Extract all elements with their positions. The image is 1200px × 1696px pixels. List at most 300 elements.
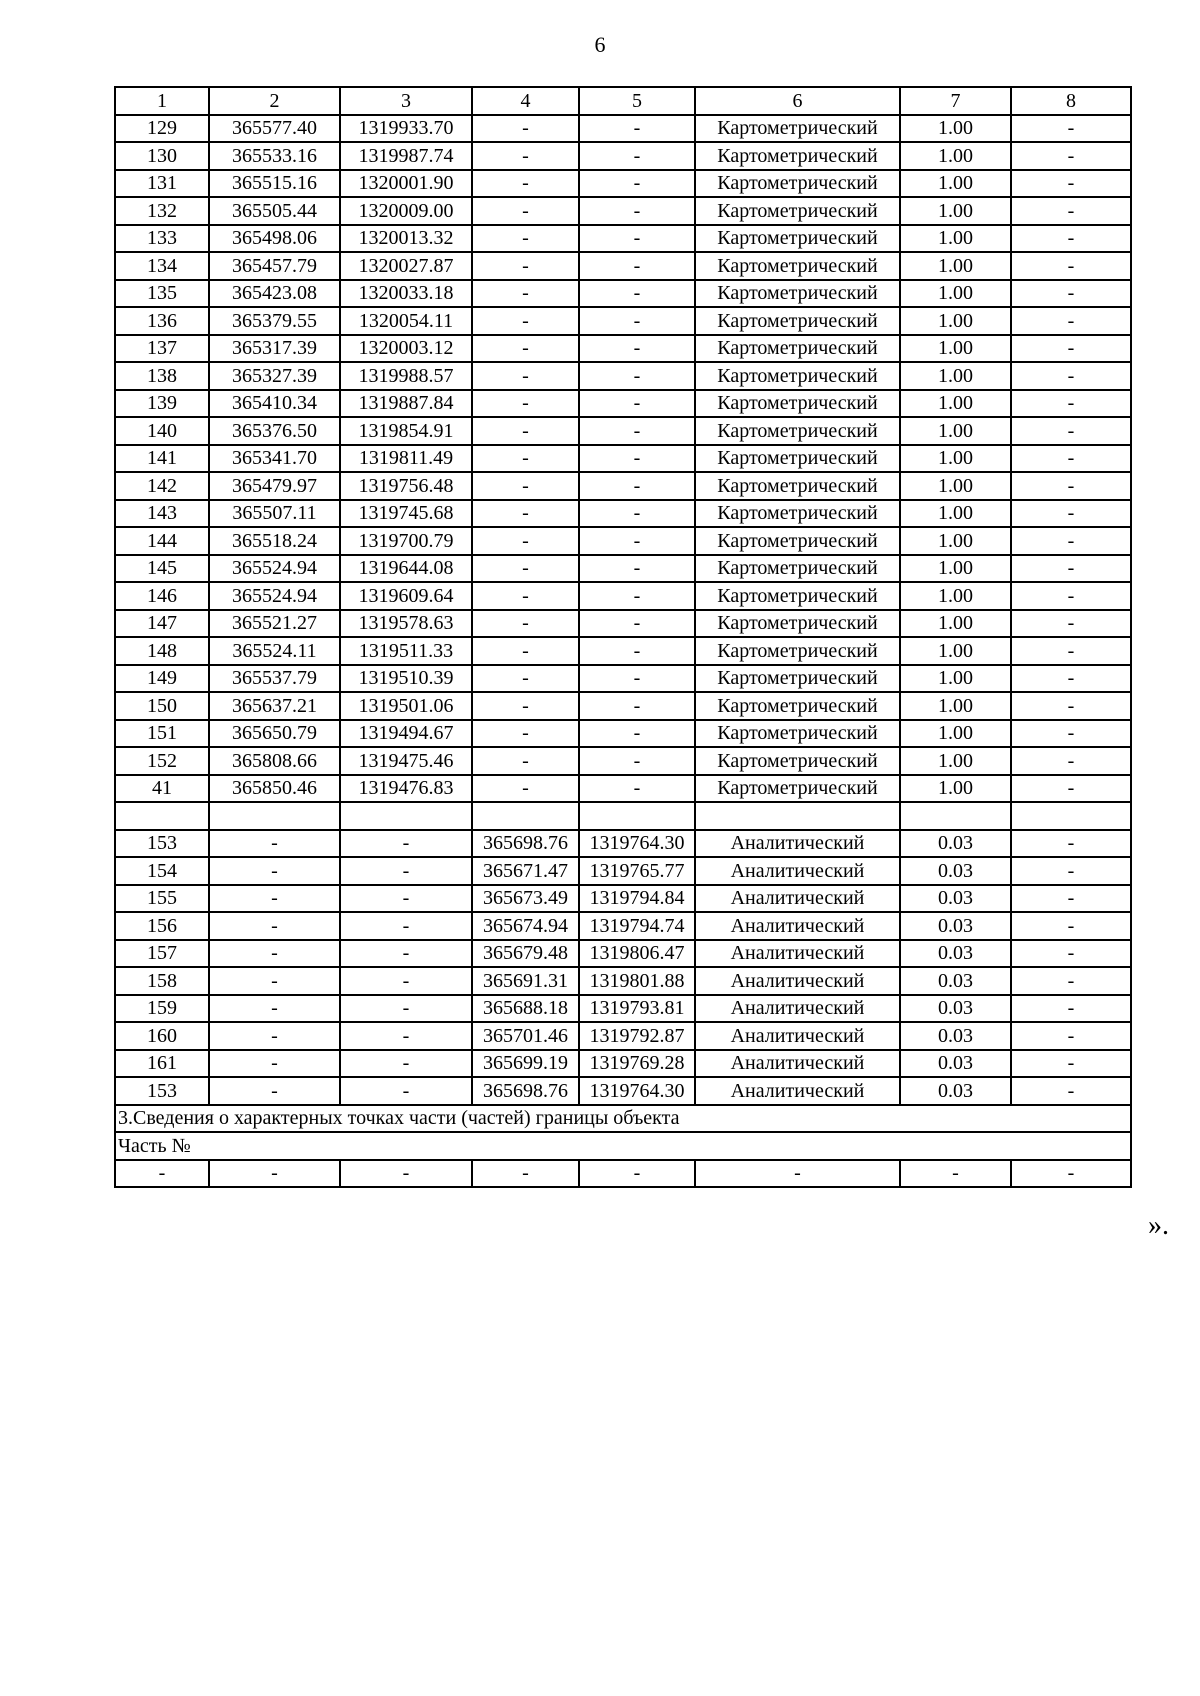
table-cell: - bbox=[1011, 665, 1131, 693]
table-cell: 1.00 bbox=[900, 362, 1011, 390]
table-cell: - bbox=[579, 637, 695, 665]
table-cell: - bbox=[1011, 940, 1131, 968]
table-cell: Картометрический bbox=[695, 720, 900, 748]
table-cell: 7 bbox=[900, 87, 1011, 115]
table-cell: 0.03 bbox=[900, 857, 1011, 885]
table-cell: 365376.50 bbox=[209, 417, 340, 445]
table-row bbox=[115, 170, 1131, 198]
table-cell: 365317.39 bbox=[209, 335, 340, 363]
table-row bbox=[115, 885, 1131, 913]
table-cell: - bbox=[579, 610, 695, 638]
table-cell: - bbox=[1011, 170, 1131, 198]
table-cell: 365521.27 bbox=[209, 610, 340, 638]
table-cell: 365524.11 bbox=[209, 637, 340, 665]
table-cell: 365577.40 bbox=[209, 115, 340, 143]
table-cell: - bbox=[472, 335, 579, 363]
table-cell: - bbox=[579, 417, 695, 445]
table-cell: - bbox=[579, 1160, 695, 1188]
table-cell: - bbox=[472, 472, 579, 500]
table-cell: 1320027.87 bbox=[340, 252, 472, 280]
table-cell: 160 bbox=[115, 1022, 209, 1050]
table-cell: - bbox=[579, 307, 695, 335]
table-cell: - bbox=[472, 582, 579, 610]
table-cell: 1.00 bbox=[900, 390, 1011, 418]
table-row bbox=[115, 1050, 1131, 1078]
table-cell: - bbox=[1011, 225, 1131, 253]
table-row bbox=[115, 142, 1131, 170]
table-row bbox=[115, 995, 1131, 1023]
table-cell: Картометрический bbox=[695, 225, 900, 253]
table-row bbox=[115, 1160, 1131, 1188]
table-row bbox=[115, 390, 1131, 418]
table-row bbox=[115, 637, 1131, 665]
table-cell: 365341.70 bbox=[209, 445, 340, 473]
table-cell: - bbox=[1011, 582, 1131, 610]
table-cell: 365505.44 bbox=[209, 197, 340, 225]
table-cell: 1.00 bbox=[900, 582, 1011, 610]
table-cell: Картометрический bbox=[695, 252, 900, 280]
table-cell: 1.00 bbox=[900, 500, 1011, 528]
table-cell: 1320009.00 bbox=[340, 197, 472, 225]
table-cell: 365701.46 bbox=[472, 1022, 579, 1050]
table-cell: 150 bbox=[115, 692, 209, 720]
table-cell: - bbox=[1011, 1022, 1131, 1050]
table-row bbox=[115, 802, 1131, 830]
table-cell: - bbox=[340, 830, 472, 858]
table-cell: - bbox=[1011, 307, 1131, 335]
table-cell: 135 bbox=[115, 280, 209, 308]
table-cell: 139 bbox=[115, 390, 209, 418]
table-cell: 1319854.91 bbox=[340, 417, 472, 445]
table-cell bbox=[472, 802, 579, 830]
table-cell: 143 bbox=[115, 500, 209, 528]
table-cell: Аналитический bbox=[695, 885, 900, 913]
table-cell: - bbox=[209, 940, 340, 968]
table-row bbox=[115, 1077, 1131, 1105]
table-cell: 1320001.90 bbox=[340, 170, 472, 198]
table-row bbox=[115, 252, 1131, 280]
table-cell: - bbox=[1011, 197, 1131, 225]
table-cell: - bbox=[472, 610, 579, 638]
table-cell: 365850.46 bbox=[209, 775, 340, 803]
table-cell: - bbox=[472, 775, 579, 803]
table-row bbox=[115, 445, 1131, 473]
table-cell: 156 bbox=[115, 912, 209, 940]
table-cell: - bbox=[579, 390, 695, 418]
table-cell: 1319644.08 bbox=[340, 555, 472, 583]
page-number: 6 bbox=[594, 32, 606, 57]
table-row bbox=[115, 115, 1131, 143]
table-cell: 365524.94 bbox=[209, 555, 340, 583]
table-cell: 0.03 bbox=[900, 1022, 1011, 1050]
table-cell: 144 bbox=[115, 527, 209, 555]
table-cell: - bbox=[1011, 1050, 1131, 1078]
table-cell: 1.00 bbox=[900, 307, 1011, 335]
table-cell: - bbox=[209, 1077, 340, 1105]
table-cell: 1.00 bbox=[900, 527, 1011, 555]
table-cell: 136 bbox=[115, 307, 209, 335]
table-cell: 5 bbox=[579, 87, 695, 115]
table-cell: - bbox=[579, 775, 695, 803]
table-cell: Аналитический bbox=[695, 1077, 900, 1105]
table-cell: - bbox=[579, 170, 695, 198]
table-cell: 149 bbox=[115, 665, 209, 693]
part-label-row bbox=[115, 1132, 1131, 1160]
table-cell: 365699.19 bbox=[472, 1050, 579, 1078]
table-cell: - bbox=[340, 912, 472, 940]
table-cell: - bbox=[209, 1050, 340, 1078]
table-cell: Картометрический bbox=[695, 280, 900, 308]
table-cell: 1.00 bbox=[900, 252, 1011, 280]
table-cell: - bbox=[1011, 115, 1131, 143]
table-cell: - bbox=[340, 995, 472, 1023]
table-cell: 0.03 bbox=[900, 1050, 1011, 1078]
table-row bbox=[115, 582, 1131, 610]
table-cell: Картометрический bbox=[695, 362, 900, 390]
table-cell: - bbox=[340, 940, 472, 968]
table-cell: 365423.08 bbox=[209, 280, 340, 308]
table-cell: Картометрический bbox=[695, 527, 900, 555]
table-cell: - bbox=[579, 362, 695, 390]
table-cell: Картометрический bbox=[695, 500, 900, 528]
table-cell: 6 bbox=[695, 87, 900, 115]
table-cell: 365533.16 bbox=[209, 142, 340, 170]
table-cell: - bbox=[579, 142, 695, 170]
table-cell: 1320013.32 bbox=[340, 225, 472, 253]
table-row bbox=[115, 1022, 1131, 1050]
table-cell: Аналитический bbox=[695, 857, 900, 885]
table-cell: - bbox=[472, 417, 579, 445]
table-cell: - bbox=[1011, 417, 1131, 445]
table-cell: - bbox=[695, 1160, 900, 1188]
table-cell: - bbox=[1011, 142, 1131, 170]
table-cell: - bbox=[340, 857, 472, 885]
table-cell: - bbox=[472, 445, 579, 473]
table-cell: 365691.31 bbox=[472, 967, 579, 995]
table-row bbox=[115, 912, 1131, 940]
table-row bbox=[115, 692, 1131, 720]
table-cell: - bbox=[579, 527, 695, 555]
part-label-row-text: Часть № bbox=[115, 1132, 1131, 1160]
table-cell: - bbox=[472, 665, 579, 693]
table-cell: Аналитический bbox=[695, 1050, 900, 1078]
table-cell: - bbox=[579, 555, 695, 583]
table-cell: Картометрический bbox=[695, 197, 900, 225]
table-cell: 1319988.57 bbox=[340, 362, 472, 390]
table-cell bbox=[1011, 802, 1131, 830]
table-cell: - bbox=[1011, 775, 1131, 803]
table-cell: 1 bbox=[115, 87, 209, 115]
table-cell: 146 bbox=[115, 582, 209, 610]
table-cell: - bbox=[579, 115, 695, 143]
table-cell: 365674.94 bbox=[472, 912, 579, 940]
table-cell: Картометрический bbox=[695, 582, 900, 610]
table-cell: 365808.66 bbox=[209, 747, 340, 775]
table-cell: - bbox=[209, 1022, 340, 1050]
table-cell: - bbox=[1011, 500, 1131, 528]
table-cell: - bbox=[340, 1160, 472, 1188]
table-cell: - bbox=[472, 362, 579, 390]
table-cell: 1320033.18 bbox=[340, 280, 472, 308]
table-cell: - bbox=[579, 747, 695, 775]
table-cell: 1319511.33 bbox=[340, 637, 472, 665]
table-cell: 161 bbox=[115, 1050, 209, 1078]
table-cell: Аналитический bbox=[695, 940, 900, 968]
table-cell: - bbox=[472, 252, 579, 280]
table-row bbox=[115, 472, 1131, 500]
table-cell: - bbox=[579, 582, 695, 610]
table-row bbox=[115, 720, 1131, 748]
table-cell bbox=[579, 802, 695, 830]
table-cell: - bbox=[472, 692, 579, 720]
table-cell: 1.00 bbox=[900, 115, 1011, 143]
table-cell: Картометрический bbox=[695, 115, 900, 143]
table-cell: - bbox=[1011, 912, 1131, 940]
table-cell: 1.00 bbox=[900, 665, 1011, 693]
table-row bbox=[115, 555, 1131, 583]
table-cell: Картометрический bbox=[695, 555, 900, 583]
table-cell: 1.00 bbox=[900, 472, 1011, 500]
table-cell: Картометрический bbox=[695, 390, 900, 418]
table-cell: 1320054.11 bbox=[340, 307, 472, 335]
table-cell: 1319769.28 bbox=[579, 1050, 695, 1078]
table-cell: - bbox=[1011, 747, 1131, 775]
table-row bbox=[115, 225, 1131, 253]
table-cell: - bbox=[1011, 362, 1131, 390]
table-cell: 365637.21 bbox=[209, 692, 340, 720]
table-cell: - bbox=[1011, 1160, 1131, 1188]
table-cell: 3 bbox=[340, 87, 472, 115]
table-cell: 1.00 bbox=[900, 417, 1011, 445]
table-cell: - bbox=[1011, 720, 1131, 748]
table-cell: 1319811.49 bbox=[340, 445, 472, 473]
table-cell: 0.03 bbox=[900, 1077, 1011, 1105]
table-cell: 1319764.30 bbox=[579, 1077, 695, 1105]
table-cell: 1.00 bbox=[900, 335, 1011, 363]
table-cell: 1.00 bbox=[900, 637, 1011, 665]
table-cell: - bbox=[340, 967, 472, 995]
table-cell: - bbox=[209, 967, 340, 995]
table-cell: 1.00 bbox=[900, 555, 1011, 583]
table-cell: - bbox=[579, 197, 695, 225]
table-cell: 365410.34 bbox=[209, 390, 340, 418]
table-cell: Аналитический bbox=[695, 912, 900, 940]
table-cell: - bbox=[209, 885, 340, 913]
table-cell: 141 bbox=[115, 445, 209, 473]
table-row bbox=[115, 857, 1131, 885]
table-cell: - bbox=[579, 665, 695, 693]
table-cell: 0.03 bbox=[900, 885, 1011, 913]
table-cell: 2 bbox=[209, 87, 340, 115]
table-cell: - bbox=[472, 637, 579, 665]
table-cell: 365671.47 bbox=[472, 857, 579, 885]
table-cell: 155 bbox=[115, 885, 209, 913]
table-cell: - bbox=[1011, 445, 1131, 473]
table-cell: 147 bbox=[115, 610, 209, 638]
table-cell: - bbox=[340, 885, 472, 913]
table-cell: - bbox=[900, 1160, 1011, 1188]
table-cell: 1319765.77 bbox=[579, 857, 695, 885]
table-cell: 0.03 bbox=[900, 940, 1011, 968]
table-cell: - bbox=[472, 197, 579, 225]
table-cell: 130 bbox=[115, 142, 209, 170]
table-cell: 365698.76 bbox=[472, 830, 579, 858]
table-cell: Картометрический bbox=[695, 335, 900, 363]
table-cell: - bbox=[1011, 1077, 1131, 1105]
table-cell: - bbox=[579, 225, 695, 253]
table-cell: - bbox=[1011, 390, 1131, 418]
table-cell: 0.03 bbox=[900, 967, 1011, 995]
table-cell: - bbox=[1011, 995, 1131, 1023]
table-cell: Картометрический bbox=[695, 170, 900, 198]
table-cell: 1319794.84 bbox=[579, 885, 695, 913]
table-row bbox=[115, 280, 1131, 308]
table-cell: - bbox=[472, 390, 579, 418]
table-cell: 365688.18 bbox=[472, 995, 579, 1023]
table-row bbox=[115, 747, 1131, 775]
table-cell: - bbox=[115, 1160, 209, 1188]
table-row bbox=[115, 610, 1131, 638]
table-cell: 1319806.47 bbox=[579, 940, 695, 968]
table-cell: - bbox=[472, 747, 579, 775]
table-cell: 159 bbox=[115, 995, 209, 1023]
table-cell: Картометрический bbox=[695, 472, 900, 500]
table-cell: 140 bbox=[115, 417, 209, 445]
table-cell: - bbox=[579, 500, 695, 528]
table-cell: 1.00 bbox=[900, 142, 1011, 170]
table-cell: 365518.24 bbox=[209, 527, 340, 555]
table-cell: 1319987.74 bbox=[340, 142, 472, 170]
table-cell: 41 bbox=[115, 775, 209, 803]
table-cell: - bbox=[1011, 280, 1131, 308]
table-cell: 1319793.81 bbox=[579, 995, 695, 1023]
table-cell: 1319494.67 bbox=[340, 720, 472, 748]
table-cell: - bbox=[1011, 252, 1131, 280]
table-cell: - bbox=[1011, 692, 1131, 720]
table-cell: 1319609.64 bbox=[340, 582, 472, 610]
table-cell: 365457.79 bbox=[209, 252, 340, 280]
table-cell: 1319801.88 bbox=[579, 967, 695, 995]
table-cell: - bbox=[1011, 885, 1131, 913]
table-cell: 8 bbox=[1011, 87, 1131, 115]
table-cell: Картометрический bbox=[695, 445, 900, 473]
table-cell: - bbox=[340, 1050, 472, 1078]
table-cell: 142 bbox=[115, 472, 209, 500]
table-cell: - bbox=[472, 115, 579, 143]
table-cell: 157 bbox=[115, 940, 209, 968]
table-cell: 1.00 bbox=[900, 747, 1011, 775]
table-cell: Аналитический bbox=[695, 830, 900, 858]
table-cell: - bbox=[472, 555, 579, 583]
table-cell: - bbox=[1011, 857, 1131, 885]
table-header-row bbox=[115, 87, 1131, 115]
table-row bbox=[115, 527, 1131, 555]
table-cell: 1319887.84 bbox=[340, 390, 472, 418]
table-cell bbox=[209, 802, 340, 830]
table-cell: 1.00 bbox=[900, 170, 1011, 198]
table-cell: 1319578.63 bbox=[340, 610, 472, 638]
table-cell: 153 bbox=[115, 830, 209, 858]
table-cell: Картометрический bbox=[695, 307, 900, 335]
table-row bbox=[115, 940, 1131, 968]
table-cell: 137 bbox=[115, 335, 209, 363]
table-cell: - bbox=[209, 912, 340, 940]
table-cell: - bbox=[472, 1160, 579, 1188]
table-cell: 1319756.48 bbox=[340, 472, 472, 500]
table-cell: Аналитический bbox=[695, 1022, 900, 1050]
table-cell: - bbox=[472, 280, 579, 308]
table-cell: 134 bbox=[115, 252, 209, 280]
table-cell: 148 bbox=[115, 637, 209, 665]
table-cell: Картометрический bbox=[695, 637, 900, 665]
table-cell: - bbox=[209, 857, 340, 885]
table-cell: Аналитический bbox=[695, 967, 900, 995]
table-cell: 1319510.39 bbox=[340, 665, 472, 693]
table-cell: 365679.48 bbox=[472, 940, 579, 968]
table-cell: - bbox=[472, 500, 579, 528]
table-cell: - bbox=[1011, 472, 1131, 500]
table-cell: - bbox=[1011, 335, 1131, 363]
table-cell: 365524.94 bbox=[209, 582, 340, 610]
table-cell: Картометрический bbox=[695, 692, 900, 720]
table-row bbox=[115, 665, 1131, 693]
table-cell: - bbox=[340, 1077, 472, 1105]
table-cell: - bbox=[1011, 637, 1131, 665]
table-cell: 132 bbox=[115, 197, 209, 225]
table-cell: Картометрический bbox=[695, 417, 900, 445]
table-cell: - bbox=[209, 830, 340, 858]
table-cell: - bbox=[340, 1022, 472, 1050]
table-cell: Картометрический bbox=[695, 775, 900, 803]
table-row bbox=[115, 362, 1131, 390]
table-cell: - bbox=[579, 280, 695, 308]
table-cell: 365507.11 bbox=[209, 500, 340, 528]
table-cell: 0.03 bbox=[900, 912, 1011, 940]
section-title-row bbox=[115, 1105, 1131, 1133]
coordinates-table bbox=[114, 86, 1132, 1188]
table-cell: - bbox=[209, 1160, 340, 1188]
table-cell: 1.00 bbox=[900, 197, 1011, 225]
table-cell: 1.00 bbox=[900, 775, 1011, 803]
table-row bbox=[115, 417, 1131, 445]
table-cell bbox=[695, 802, 900, 830]
table-cell: 1319475.46 bbox=[340, 747, 472, 775]
table-cell: - bbox=[579, 335, 695, 363]
table-cell bbox=[115, 802, 209, 830]
table-cell: - bbox=[1011, 967, 1131, 995]
table-cell: 1.00 bbox=[900, 445, 1011, 473]
table-row bbox=[115, 307, 1131, 335]
table-cell: 1.00 bbox=[900, 225, 1011, 253]
table-cell: Картометрический bbox=[695, 610, 900, 638]
table-cell: 365379.55 bbox=[209, 307, 340, 335]
table-cell: 133 bbox=[115, 225, 209, 253]
table-cell: - bbox=[1011, 527, 1131, 555]
table-row bbox=[115, 830, 1131, 858]
table-cell: Картометрический bbox=[695, 665, 900, 693]
table-row bbox=[115, 500, 1131, 528]
table-row bbox=[115, 967, 1131, 995]
table-row bbox=[115, 197, 1131, 225]
table-cell: 365515.16 bbox=[209, 170, 340, 198]
table-cell: 1319700.79 bbox=[340, 527, 472, 555]
table-cell: 1.00 bbox=[900, 692, 1011, 720]
table-row bbox=[115, 775, 1131, 803]
table-cell: - bbox=[579, 472, 695, 500]
table-cell: 365327.39 bbox=[209, 362, 340, 390]
table-cell: 138 bbox=[115, 362, 209, 390]
table-cell: Картометрический bbox=[695, 747, 900, 775]
